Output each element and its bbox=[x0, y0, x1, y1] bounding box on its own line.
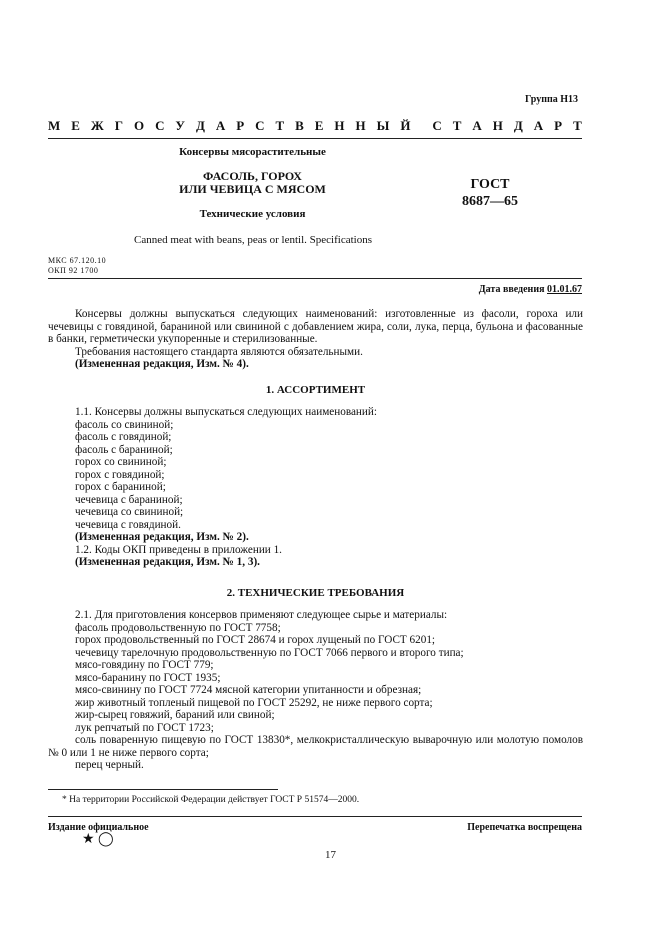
change-note-2: (Измененная редакция, Изм. № 2). bbox=[75, 531, 249, 543]
section-1-heading: 1. АССОРТИМЕНТ bbox=[265, 384, 366, 396]
banner-letter: Р bbox=[554, 118, 563, 133]
banner-letter: Н bbox=[355, 118, 366, 133]
mks-code: МКС 67.120.10 bbox=[48, 256, 107, 265]
banner-letter: А bbox=[215, 118, 226, 133]
banner-letter: С bbox=[155, 118, 165, 133]
material-item: чечевицу тарелочную продовольственную по ГОСТ 7066 первого и второго типа; bbox=[75, 646, 464, 659]
material-item: жир животный топленый пищевой по ГОСТ 25292, не ниже первого сорта; bbox=[75, 696, 433, 709]
reprint-notice: Перепечатка воспрещена bbox=[467, 822, 582, 833]
gost-label: ГОСТ bbox=[470, 177, 510, 192]
product-item: чечевица со свининой; bbox=[75, 506, 184, 518]
material-item: фасоль продовольственную по ГОСТ 7758; bbox=[75, 621, 281, 634]
product-item: чечевица с бараниной; bbox=[75, 493, 183, 506]
gost-number: 8687—65 bbox=[462, 194, 518, 209]
section-2-body bbox=[48, 609, 583, 772]
material-item: мясо-свинину по ГОСТ 7724 мясной категории упитанности и обрезная; bbox=[75, 684, 422, 696]
material-item: лук репчатый по ГОСТ 1723; bbox=[75, 721, 214, 734]
banner-letter: О bbox=[133, 118, 145, 133]
intro-paragraph-1: Консервы должны выпускаться следующих наименований: изготовленные из фасоли, гороха или чечевицы с говядиной, бараниной или свининой с добавлением жира, соли, лука, перца, бульона и фасованные в банки, герметически укупоренные и стерилизованные. bbox=[48, 308, 583, 345]
clause-2-1: 2.1. Для приготовления консервов применяют следующее сырье и материалы: bbox=[75, 609, 448, 621]
header-rule bbox=[48, 278, 582, 279]
product-item: фасоль с бараниной; bbox=[75, 443, 173, 456]
edition-symbols: ★ ◯ bbox=[82, 832, 114, 847]
product-category: Консервы мясорастительные bbox=[179, 146, 326, 158]
gost-block bbox=[425, 176, 555, 210]
banner-letter: Г bbox=[114, 118, 123, 133]
material-item: мясо-говядину по ГОСТ 779; bbox=[75, 659, 214, 671]
intro-paragraph-2: Требования настоящего стандарта являются обязательными. bbox=[75, 345, 363, 358]
classification-codes bbox=[48, 256, 106, 276]
top-rule bbox=[48, 138, 582, 139]
materials-list bbox=[48, 622, 583, 735]
page-number: 17 bbox=[325, 849, 336, 861]
material-item: мясо-баранину по ГОСТ 1935; bbox=[75, 671, 221, 684]
banner-letter: Ж bbox=[90, 118, 104, 133]
footnote-rule bbox=[48, 789, 278, 790]
banner-letter: Е bbox=[71, 118, 80, 133]
group-code: Группа Н13 bbox=[525, 94, 578, 105]
banner-letter: А bbox=[533, 118, 544, 133]
banner-letter: Т bbox=[452, 118, 462, 133]
banner-letter: Т bbox=[573, 118, 582, 133]
footer-rule bbox=[48, 816, 582, 817]
interstate-standard-banner bbox=[48, 118, 582, 134]
title-line-1: ФАСОЛЬ, ГОРОХ bbox=[203, 169, 302, 183]
official-edition: Издание официальное bbox=[48, 822, 149, 833]
product-item: чечевица с говядиной. bbox=[75, 518, 181, 531]
title-line-2: ИЛИ ЧЕВИЦА С МЯСОМ bbox=[179, 182, 326, 196]
banner-letter: Й bbox=[400, 118, 411, 133]
change-note-1-3: (Измененная редакция, Изм. № 1, 3). bbox=[75, 556, 260, 568]
banner-letter: Ы bbox=[376, 118, 390, 133]
banner-letter: В bbox=[295, 118, 304, 133]
product-item: фасоль со свининой; bbox=[75, 418, 174, 431]
effective-date bbox=[479, 284, 582, 295]
banner-letter: Е bbox=[314, 118, 324, 133]
footnote: * На территории Российской Федерации действует ГОСТ Р 51574—2000. bbox=[62, 795, 360, 805]
banner-letter: Д bbox=[195, 118, 205, 133]
clause-1-2: 1.2. Коды ОКП приведены в приложении 1. bbox=[75, 543, 282, 556]
product-list bbox=[48, 419, 583, 532]
english-title: Canned meat with beans, peas or lentil. Specifications bbox=[134, 234, 372, 246]
date-label: Дата введения bbox=[478, 284, 545, 295]
banner-letter: С bbox=[255, 118, 265, 133]
banner-letter: Д bbox=[513, 118, 523, 133]
product-item: фасоль с говядиной; bbox=[75, 431, 172, 443]
product-item: горох с бараниной; bbox=[75, 481, 166, 493]
banner-letter: Н bbox=[492, 118, 503, 133]
material-item: горох продовольственный по ГОСТ 28674 и горох лущеный по ГОСТ 6201; bbox=[75, 634, 436, 646]
product-item: горох с говядиной; bbox=[75, 468, 165, 481]
product-item: горох со свининой; bbox=[75, 456, 167, 468]
clause-1-1: 1.1. Консервы должны выпускаться следующих наименований: bbox=[75, 406, 377, 418]
banner-letter: Н bbox=[334, 118, 345, 133]
material-pepper: перец черный. bbox=[75, 759, 144, 771]
banner-letter: А bbox=[472, 118, 482, 133]
banner-letter: Р bbox=[236, 118, 245, 133]
material-item: жир-сырец говяжий, бараний или свиной; bbox=[75, 709, 275, 721]
banner-letter: Т bbox=[275, 118, 285, 133]
banner-letter: У bbox=[175, 118, 185, 133]
section-1-body bbox=[48, 406, 583, 569]
okp-code: ОКП 92 1700 bbox=[48, 266, 99, 275]
banner-letter: С bbox=[432, 118, 442, 133]
banner-letter: М bbox=[48, 118, 61, 133]
section-2-heading: 2. ТЕХНИЧЕСКИЕ ТРЕБОВАНИЯ bbox=[226, 587, 405, 599]
document-title bbox=[130, 170, 375, 196]
document-subtitle: Технические условия bbox=[199, 208, 306, 220]
intro-change-note: (Измененная редакция, Изм. № 4). bbox=[75, 358, 249, 370]
date-value: 01.01.67 bbox=[547, 284, 582, 295]
intro-section bbox=[48, 308, 583, 371]
material-salt: соль поваренную пищевую по ГОСТ 13830*, мелкокристаллическую выварочную или молотую помолов № 0 или 1 не ниже первого сорта; bbox=[48, 734, 583, 759]
